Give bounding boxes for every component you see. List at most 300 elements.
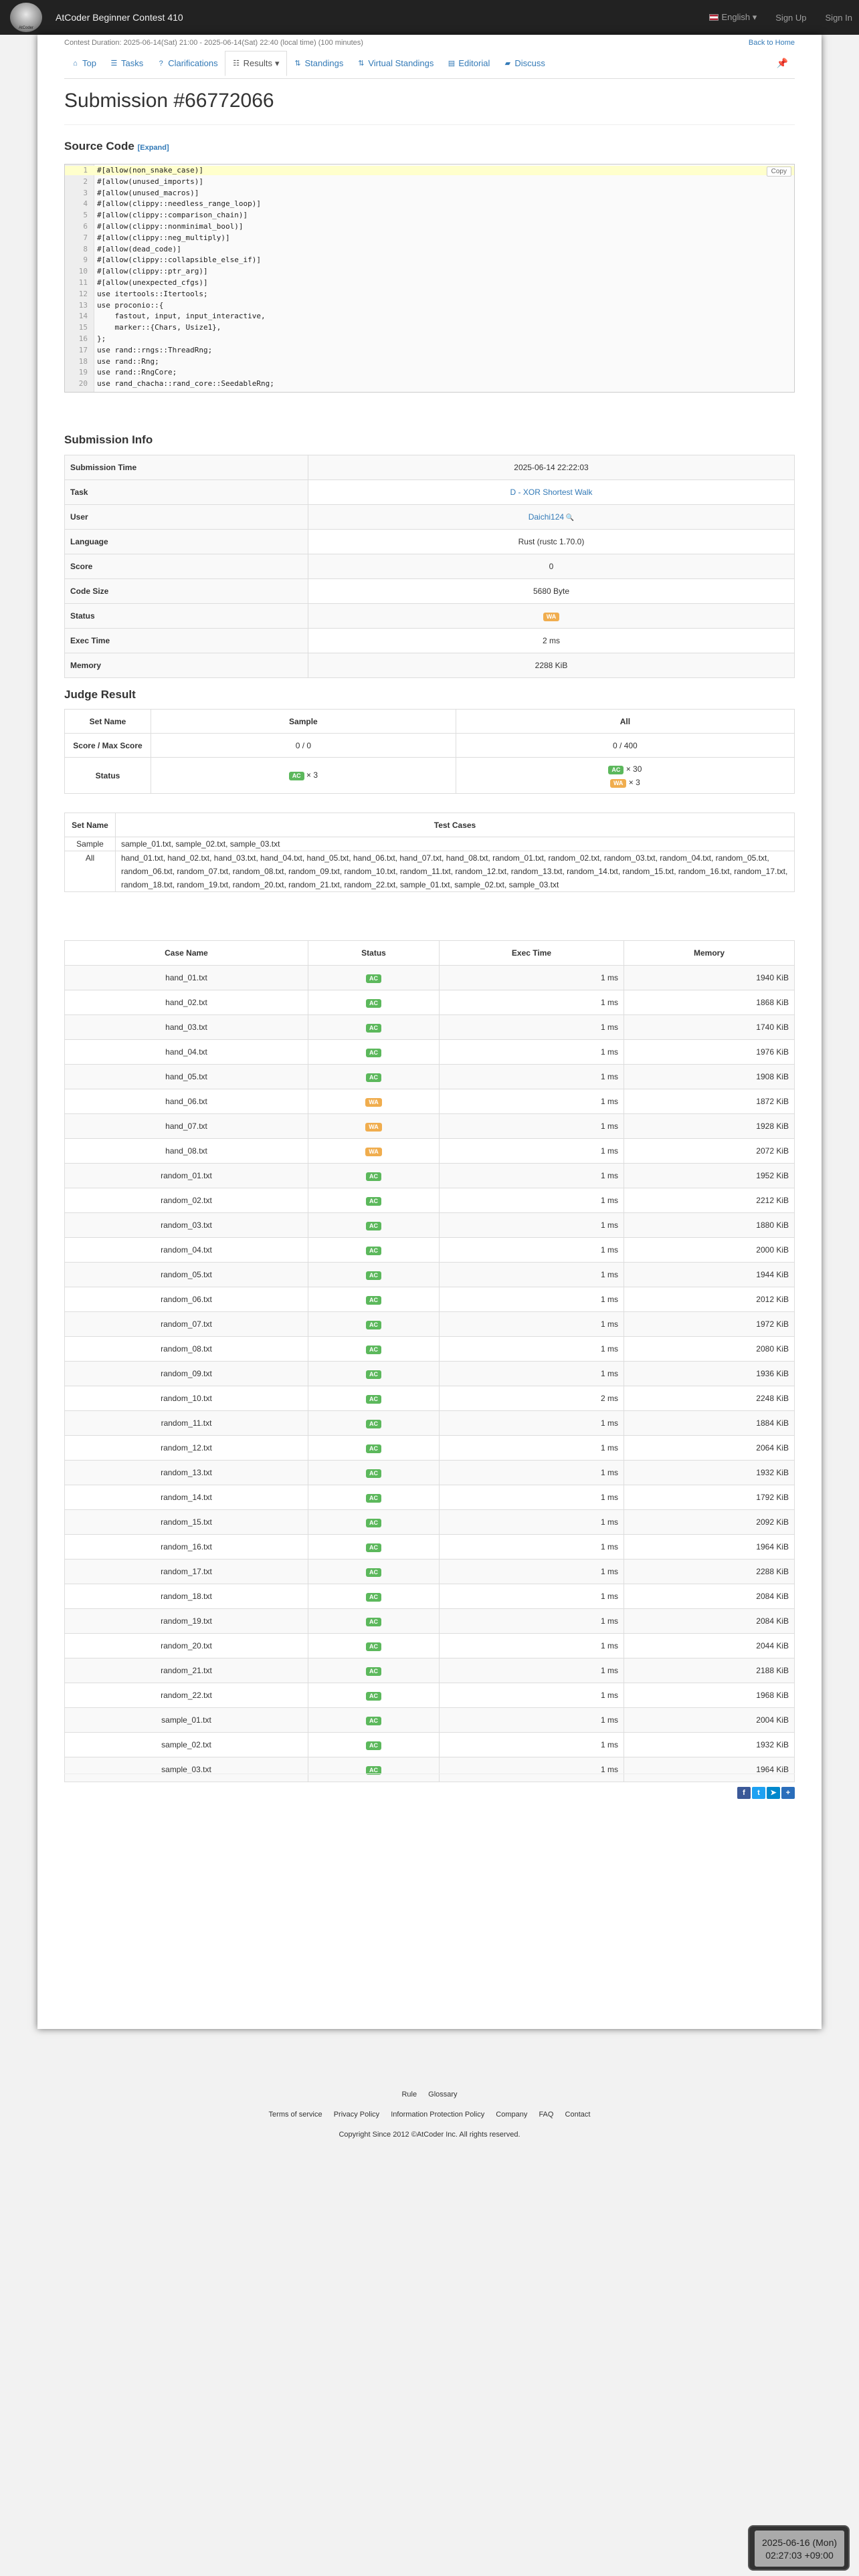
status-badge: AC xyxy=(366,1618,381,1626)
line-number: 11 xyxy=(78,278,88,287)
code-text: #[allow(clippy::ptr_arg)] xyxy=(97,267,208,276)
info-label: Exec Time xyxy=(65,629,308,653)
case-exec-time: 1 ms xyxy=(440,1436,624,1461)
source-code-block[interactable] xyxy=(64,164,795,393)
table-row xyxy=(65,1089,795,1114)
footer-glossary-link[interactable]: Glossary xyxy=(428,2090,458,2099)
table-row xyxy=(65,1114,795,1139)
sample-status xyxy=(151,758,456,794)
case-exec-time: 1 ms xyxy=(440,1015,624,1040)
case-memory: 2188 KiB xyxy=(624,1658,795,1683)
case-name: random_02.txt xyxy=(65,1188,308,1213)
case-exec-time: 1 ms xyxy=(440,1485,624,1510)
footer-rule-link[interactable]: Rule xyxy=(401,2090,417,2099)
case-name: random_17.txt xyxy=(65,1560,308,1584)
set-name: All xyxy=(65,851,116,892)
top-navbar xyxy=(0,0,859,35)
table-row xyxy=(65,1584,795,1609)
info-value xyxy=(308,604,795,629)
case-memory: 1908 KiB xyxy=(624,1065,795,1089)
case-status xyxy=(308,1485,440,1510)
line-number: 7 xyxy=(83,233,88,242)
code-line xyxy=(65,278,794,288)
col-set-name: Set Name xyxy=(65,710,151,734)
tab-label: Virtual Standings xyxy=(368,58,434,68)
case-memory: 1972 KiB xyxy=(624,1312,795,1337)
code-line xyxy=(65,255,794,265)
footer-contact-link[interactable]: Contact xyxy=(565,2111,591,2119)
set-name: Sample xyxy=(65,837,116,851)
clock-date: 2025-06-16 (Mon) xyxy=(761,2537,838,2548)
case-status xyxy=(308,1708,440,1733)
case-name: random_12.txt xyxy=(65,1436,308,1461)
sort-icon: ⇅ xyxy=(294,60,301,68)
code-line xyxy=(65,357,794,366)
case-memory: 2084 KiB xyxy=(624,1584,795,1609)
table-row xyxy=(65,1312,795,1337)
status-badge: AC xyxy=(366,1593,381,1602)
signin-link[interactable]: Sign In xyxy=(825,12,852,23)
tab-editorial[interactable] xyxy=(440,53,496,74)
code-text: #[allow(unused_macros)] xyxy=(97,188,199,197)
table-row xyxy=(65,1733,795,1757)
info-link[interactable]: Daichi124 xyxy=(528,512,565,522)
info-label: Language xyxy=(65,530,308,554)
case-name: random_01.txt xyxy=(65,1164,308,1188)
case-exec-time: 1 ms xyxy=(440,1114,624,1139)
case-status xyxy=(308,1510,440,1535)
code-line xyxy=(65,267,794,276)
back-to-home-link[interactable]: Back to Home xyxy=(748,39,795,47)
status-badge: AC xyxy=(366,1692,381,1701)
divider xyxy=(64,124,795,125)
ac-count: × 3 xyxy=(306,770,318,780)
case-exec-time: 1 ms xyxy=(440,1733,624,1757)
case-name: sample_01.txt xyxy=(65,1708,308,1733)
tab-virtual-standings[interactable] xyxy=(350,53,440,74)
set-cases: sample_01.txt, sample_02.txt, sample_03.txt xyxy=(116,837,795,851)
status-badge: AC xyxy=(366,1073,381,1082)
ac-count: × 30 xyxy=(626,764,642,774)
case-memory: 1936 KiB xyxy=(624,1362,795,1386)
footer-links-top xyxy=(0,2090,859,2099)
tab-standings[interactable] xyxy=(287,53,351,74)
case-exec-time: 1 ms xyxy=(440,966,624,990)
tab-label: Standings xyxy=(304,58,344,68)
case-status xyxy=(308,1560,440,1584)
case-name: random_06.txt xyxy=(65,1287,308,1312)
case-status xyxy=(308,1362,440,1386)
search-icon[interactable]: 🔍 xyxy=(564,514,575,522)
table-row xyxy=(65,1609,795,1634)
case-memory: 2044 KiB xyxy=(624,1634,795,1658)
status-badge: AC xyxy=(366,1172,381,1181)
submission-info-heading: Submission Info xyxy=(64,433,153,446)
code-text: #[allow(clippy::comparison_chain)] xyxy=(97,211,248,220)
line-number: 3 xyxy=(83,188,88,197)
info-row xyxy=(65,579,795,604)
tab-label: Editorial xyxy=(458,58,490,68)
case-memory: 2288 KiB xyxy=(624,1560,795,1584)
wa-badge: WA xyxy=(610,779,627,788)
all-status xyxy=(456,758,794,794)
info-value xyxy=(308,554,795,579)
line-number: 10 xyxy=(78,267,88,276)
test-case-table xyxy=(64,940,795,1782)
case-exec-time: 1 ms xyxy=(440,1089,624,1114)
case-exec-time: 1 ms xyxy=(440,1634,624,1658)
case-status xyxy=(308,1089,440,1114)
status-badge: AC xyxy=(366,1494,381,1503)
code-text: #[allow(clippy::neg_multiply)] xyxy=(97,233,230,242)
tab-clarifications[interactable] xyxy=(150,53,224,74)
case-exec-time: 1 ms xyxy=(440,1757,624,1782)
signup-link[interactable]: Sign Up xyxy=(775,12,807,23)
code-text: #[allow(unexpected_cfgs)] xyxy=(97,278,208,287)
code-line xyxy=(65,301,794,310)
table-row xyxy=(65,1683,795,1708)
tab-top[interactable] xyxy=(64,53,103,74)
info-row xyxy=(65,480,795,505)
atcoder-logo[interactable] xyxy=(10,3,42,32)
sample-score: 0 / 0 xyxy=(151,734,456,758)
tab-tasks[interactable] xyxy=(103,53,150,74)
case-status xyxy=(308,1114,440,1139)
line-number: 13 xyxy=(78,300,88,310)
case-status xyxy=(308,1287,440,1312)
tab-label: Tasks xyxy=(120,58,144,68)
line-number: 2 xyxy=(83,177,88,186)
table-row xyxy=(65,1436,795,1461)
sort-icon: ⇅ xyxy=(358,60,365,68)
table-row xyxy=(65,1337,795,1362)
case-name: hand_03.txt xyxy=(65,1015,308,1040)
code-line xyxy=(65,245,794,254)
case-memory: 1872 KiB xyxy=(624,1089,795,1114)
language-dropdown[interactable] xyxy=(709,12,757,23)
footer-terms-link[interactable]: Terms of service xyxy=(268,2111,322,2119)
facebook-icon[interactable]: f xyxy=(737,1787,751,1799)
table-row xyxy=(65,1708,795,1733)
info-row xyxy=(65,530,795,554)
case-name: hand_02.txt xyxy=(65,990,308,1015)
case-exec-time: 1 ms xyxy=(440,1065,624,1089)
code-text: #[allow(dead_code)] xyxy=(97,244,181,253)
case-status xyxy=(308,1609,440,1634)
case-exec-time: 1 ms xyxy=(440,1510,624,1535)
col-status: Status xyxy=(308,941,440,966)
info-value xyxy=(308,629,795,653)
case-status xyxy=(308,1436,440,1461)
status-badge: AC xyxy=(366,1247,381,1255)
contest-nav-tabs xyxy=(64,53,795,79)
col-sample: Sample xyxy=(151,710,456,734)
code-text: use itertools::Itertools; xyxy=(97,289,208,298)
info-label: Code Size xyxy=(65,579,308,604)
line-number: 12 xyxy=(78,289,88,298)
case-status xyxy=(308,1015,440,1040)
case-exec-time: 1 ms xyxy=(440,1188,624,1213)
case-status xyxy=(308,1411,440,1436)
case-exec-time: 1 ms xyxy=(440,1683,624,1708)
case-name: random_08.txt xyxy=(65,1337,308,1362)
expand-button[interactable]: [Expand] xyxy=(137,144,169,152)
caret-down-icon: ▾ xyxy=(752,12,757,22)
code-text: #[allow(clippy::collapsible_else_if)] xyxy=(97,255,262,265)
case-memory: 1964 KiB xyxy=(624,1757,795,1782)
code-line xyxy=(65,323,794,332)
language-label: English xyxy=(721,12,751,22)
code-text: fastout, input, input_interactive, xyxy=(97,312,266,321)
case-name: random_10.txt xyxy=(65,1386,308,1411)
question-icon: ? xyxy=(159,60,163,68)
case-memory: 1868 KiB xyxy=(624,990,795,1015)
case-name: random_20.txt xyxy=(65,1634,308,1658)
case-name: random_19.txt xyxy=(65,1609,308,1634)
ac-badge: AC xyxy=(608,766,624,774)
status-badge: AC xyxy=(366,974,381,983)
case-name: random_03.txt xyxy=(65,1213,308,1238)
case-exec-time: 1 ms xyxy=(440,1139,624,1164)
case-name: random_18.txt xyxy=(65,1584,308,1609)
status-badge: AC xyxy=(366,1568,381,1577)
all-score: 0 / 400 xyxy=(456,734,794,758)
info-text: Rust (rustc 1.70.0) xyxy=(518,537,585,546)
case-memory: 2084 KiB xyxy=(624,1609,795,1634)
case-name: random_04.txt xyxy=(65,1238,308,1263)
line-number: 19 xyxy=(78,368,88,377)
tab-label: Results xyxy=(243,58,272,68)
line-number: 8 xyxy=(83,244,88,253)
case-name: sample_02.txt xyxy=(65,1733,308,1757)
table-row xyxy=(65,1015,795,1040)
info-value xyxy=(308,579,795,604)
case-memory: 1932 KiB xyxy=(624,1733,795,1757)
table-row xyxy=(65,851,795,892)
footer-faq-link[interactable]: FAQ xyxy=(539,2111,554,2119)
table-row xyxy=(65,1411,795,1436)
code-line xyxy=(65,312,794,321)
table-row xyxy=(65,1040,795,1065)
main-container xyxy=(37,35,822,2029)
code-text: use rand_chacha::rand_core::SeedableRng; xyxy=(97,379,274,389)
code-line xyxy=(65,233,794,243)
table-row xyxy=(65,1188,795,1213)
share-buttons xyxy=(737,1787,795,1799)
status-badge: WA xyxy=(543,613,560,621)
info-value xyxy=(308,480,795,505)
line-number: 1 xyxy=(83,166,88,175)
case-memory: 2092 KiB xyxy=(624,1510,795,1535)
status-badge: AC xyxy=(366,1543,381,1552)
info-value xyxy=(308,455,795,480)
status-badge: AC xyxy=(366,1766,381,1775)
status-badge: AC xyxy=(366,1642,381,1651)
pin-icon[interactable]: 📌 xyxy=(776,58,788,68)
table-row xyxy=(65,1263,795,1287)
col-exec-time: Exec Time xyxy=(440,941,624,966)
us-flag-icon xyxy=(709,14,719,21)
ac-badge: AC xyxy=(289,772,304,780)
table-row xyxy=(65,837,795,851)
code-text: #[allow(clippy::needless_range_loop)] xyxy=(97,199,262,209)
table-row xyxy=(65,1485,795,1510)
table-row xyxy=(65,1362,795,1386)
info-row xyxy=(65,629,795,653)
case-memory: 1928 KiB xyxy=(624,1114,795,1139)
line-number: 15 xyxy=(78,323,88,332)
copy-button[interactable]: Copy xyxy=(767,167,791,177)
code-line xyxy=(65,177,794,187)
comment-icon: ▰ xyxy=(504,60,511,68)
status-badge: AC xyxy=(366,1321,381,1329)
copyright: Copyright Since 2012 ©AtCoder Inc. All rights reserved. xyxy=(339,2131,520,2139)
status-label: Status xyxy=(65,758,151,794)
footer-company-link[interactable]: Company xyxy=(496,2111,528,2119)
info-text: 0 xyxy=(549,562,554,571)
case-name: random_05.txt xyxy=(65,1263,308,1287)
share-plus-icon[interactable]: + xyxy=(781,1787,795,1799)
case-exec-time: 1 ms xyxy=(440,1362,624,1386)
score-label: Score / Max Score xyxy=(65,734,151,758)
code-line xyxy=(65,166,794,175)
code-text: #[allow(unused_imports)] xyxy=(97,177,203,186)
tab-discuss[interactable] xyxy=(496,53,552,74)
case-status xyxy=(308,1238,440,1263)
status-badge: AC xyxy=(366,1024,381,1033)
tab-results[interactable] xyxy=(225,51,287,76)
info-value xyxy=(308,653,795,678)
footer-info-protection-link[interactable]: Information Protection Policy xyxy=(391,2111,485,2119)
case-exec-time: 1 ms xyxy=(440,1213,624,1238)
status-badge: AC xyxy=(366,1346,381,1354)
home-icon: ⌂ xyxy=(73,60,78,68)
twitter-icon[interactable]: t xyxy=(752,1787,765,1799)
case-exec-time: 1 ms xyxy=(440,1560,624,1584)
case-status xyxy=(308,1461,440,1485)
status-badge: AC xyxy=(366,1197,381,1206)
info-row xyxy=(65,604,795,629)
case-memory: 1880 KiB xyxy=(624,1213,795,1238)
info-row xyxy=(65,653,795,678)
status-badge: AC xyxy=(366,1469,381,1478)
case-name: hand_01.txt xyxy=(65,966,308,990)
case-status xyxy=(308,1535,440,1560)
case-name: random_16.txt xyxy=(65,1535,308,1560)
case-status xyxy=(308,1337,440,1362)
status-badge: AC xyxy=(366,1049,381,1057)
wa-count: × 3 xyxy=(628,777,640,787)
case-status xyxy=(308,1188,440,1213)
col-case-name: Case Name xyxy=(65,941,308,966)
code-line xyxy=(65,189,794,198)
case-name: hand_04.txt xyxy=(65,1040,308,1065)
line-number: 4 xyxy=(83,199,88,209)
col-memory: Memory xyxy=(624,941,795,966)
case-status xyxy=(308,1658,440,1683)
table-row xyxy=(65,1461,795,1485)
case-status xyxy=(308,1040,440,1065)
info-text: 5680 Byte xyxy=(533,586,570,596)
contest-brand-link[interactable]: AtCoder Beginner Contest 410 xyxy=(56,12,183,23)
case-memory: 2248 KiB xyxy=(624,1386,795,1411)
case-name: hand_06.txt xyxy=(65,1089,308,1114)
case-memory: 1932 KiB xyxy=(624,1461,795,1485)
status-badge: WA xyxy=(365,1148,382,1156)
page-title: Submission #66772066 xyxy=(64,90,274,112)
telegram-icon[interactable]: ➤ xyxy=(767,1787,780,1799)
info-value xyxy=(308,505,795,530)
case-status xyxy=(308,1733,440,1757)
info-label: Status xyxy=(65,604,308,629)
info-text: 2 ms xyxy=(542,636,560,645)
info-row xyxy=(65,554,795,579)
judge-result-table xyxy=(64,709,795,794)
case-status xyxy=(308,1263,440,1287)
info-text: 2288 KiB xyxy=(535,661,568,670)
status-badge: AC xyxy=(366,999,381,1008)
case-exec-time: 1 ms xyxy=(440,1535,624,1560)
case-status xyxy=(308,1139,440,1164)
contest-duration: Contest Duration: 2025-06-14(Sat) 21:00 - 2025-06-14(Sat) 22:40 (local time) (100 minutes) xyxy=(64,39,363,47)
line-number: 9 xyxy=(83,255,88,265)
footer-privacy-link[interactable]: Privacy Policy xyxy=(333,2111,380,2119)
case-exec-time: 1 ms xyxy=(440,1312,624,1337)
case-exec-time: 1 ms xyxy=(440,1337,624,1362)
code-text: }; xyxy=(97,334,106,343)
tab-label: Top xyxy=(82,58,96,68)
case-exec-time: 1 ms xyxy=(440,1263,624,1287)
case-memory: 1792 KiB xyxy=(624,1485,795,1510)
case-memory: 1952 KiB xyxy=(624,1164,795,1188)
case-name: random_07.txt xyxy=(65,1312,308,1337)
code-text: #[allow(non_snake_case)] xyxy=(97,166,203,175)
table-row xyxy=(65,1510,795,1535)
case-name: random_21.txt xyxy=(65,1658,308,1683)
case-memory: 1884 KiB xyxy=(624,1411,795,1436)
code-line xyxy=(65,368,794,377)
case-status xyxy=(308,1164,440,1188)
status-badge: WA xyxy=(365,1098,382,1107)
info-label: Memory xyxy=(65,653,308,678)
status-badge: AC xyxy=(366,1370,381,1379)
caret-down-icon: ▾ xyxy=(274,58,280,68)
list-icon: ☷ xyxy=(233,60,240,68)
case-memory: 2000 KiB xyxy=(624,1238,795,1263)
code-line xyxy=(65,379,794,389)
status-badge: AC xyxy=(366,1271,381,1280)
test-set-table xyxy=(64,813,795,892)
case-status xyxy=(308,1683,440,1708)
code-line xyxy=(65,199,794,209)
status-badge: AC xyxy=(366,1519,381,1527)
code-line xyxy=(65,346,794,355)
code-text: use rand::RngCore; xyxy=(97,368,177,377)
case-status xyxy=(308,966,440,990)
table-row xyxy=(65,1139,795,1164)
status-badge: AC xyxy=(366,1741,381,1750)
case-status xyxy=(308,1757,440,1782)
table-row xyxy=(65,1213,795,1238)
book-icon: ▤ xyxy=(448,60,456,68)
case-memory: 1944 KiB xyxy=(624,1263,795,1287)
status-badge: AC xyxy=(366,1444,381,1453)
status-badge: AC xyxy=(366,1667,381,1676)
case-status xyxy=(308,1312,440,1337)
case-name: sample_03.txt xyxy=(65,1757,308,1782)
code-line xyxy=(65,211,794,220)
info-link[interactable]: D - XOR Shortest Walk xyxy=(510,488,593,497)
